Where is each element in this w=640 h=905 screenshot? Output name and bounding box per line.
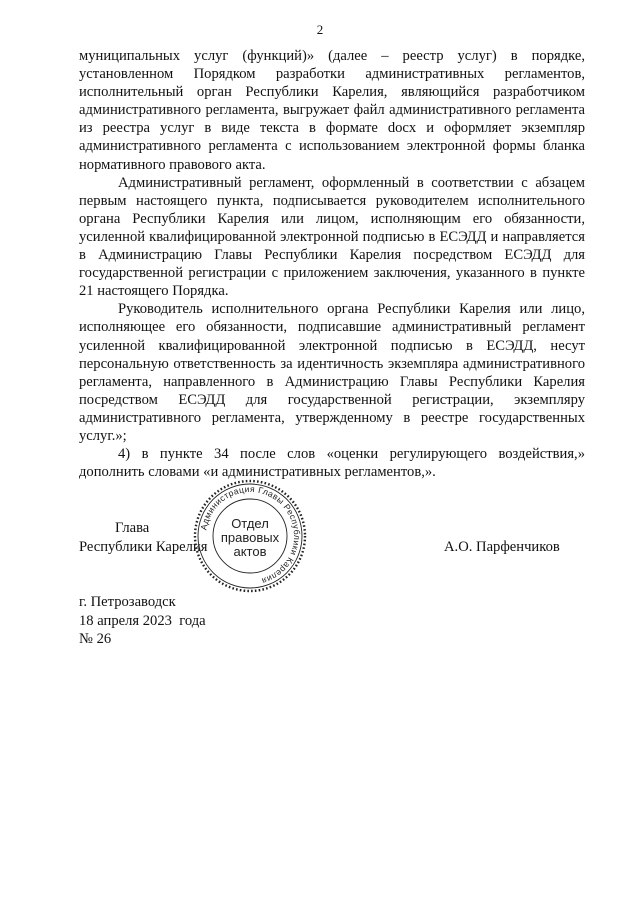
stamp-inner-line-3: актов xyxy=(233,544,267,559)
stamp-seal xyxy=(192,478,308,594)
official-stamp xyxy=(192,478,308,594)
page-number: 2 xyxy=(316,22,324,37)
stamp-inner-line-2: правовых xyxy=(220,530,280,545)
stamp-outer-text: Администрация Главы Республики Карелия xyxy=(198,483,303,587)
paragraph-continuation: муниципальных услуг (функций)» (далее – реестр услуг) в порядке, установленном Порядком разработки административных регламентов, исполнительный орган Республики Карелия, являющийся разработчиком административного регламента, выгружает файл административного регламента из реестра услуг в виде текста в формате docx и оформляет экземпляр административного регламента с использованием электронной формы бланка нормативного правового акта. xyxy=(79,48,585,173)
document-number: № 26 xyxy=(79,631,112,647)
issue-city: г. Петрозаводск xyxy=(79,594,176,610)
paragraph-responsibility: Руководитель исполнительного органа Республики Карелия или лицо, исполняющее его обязанности, подписавшие административный регламент усиленной квалифицированной электронной подписью в ЕСЭДД, несут персональную ответственность за идентичность экземпляра административного регламента, направленного в Администрацию Главы Республики Карелия посредством ЕСЭДД для государственной регистрации, экземпляру административного регламента, утвержденному в реестре государственных услуг.»; xyxy=(79,301,585,444)
document-body xyxy=(79,47,585,481)
signatory-organization: Республики Карелия xyxy=(79,539,208,555)
paragraph-regulation-signing: Административный регламент, оформленный в соответствии с абзацем первым настоящего пункта, подписывается руководителем исполнительного органа Республики Карелия или лицом, исполняющим его обязанности, усиленной квалифицированной электронной подписью в ЕСЭДД и направляется в Администрацию Главы Республики Карелия посредством ЕСЭДД для государственной регистрации с приложением заключения, указанного в пункте 21 настоящего Порядка. xyxy=(79,174,585,300)
paragraph-item-4: 4) в пункте 34 после слов «оценки регулирующего воздействия,» дополнить словами «и административных регламентов,». xyxy=(79,446,585,481)
stamp-inner-line-1: Отдел xyxy=(231,516,269,531)
signatory-name: А.О. Парфенчиков xyxy=(444,539,560,555)
document-footer xyxy=(79,593,206,649)
signatory-title: Глава xyxy=(115,520,150,536)
issue-date: 18 апреля 2023 года xyxy=(79,612,206,629)
